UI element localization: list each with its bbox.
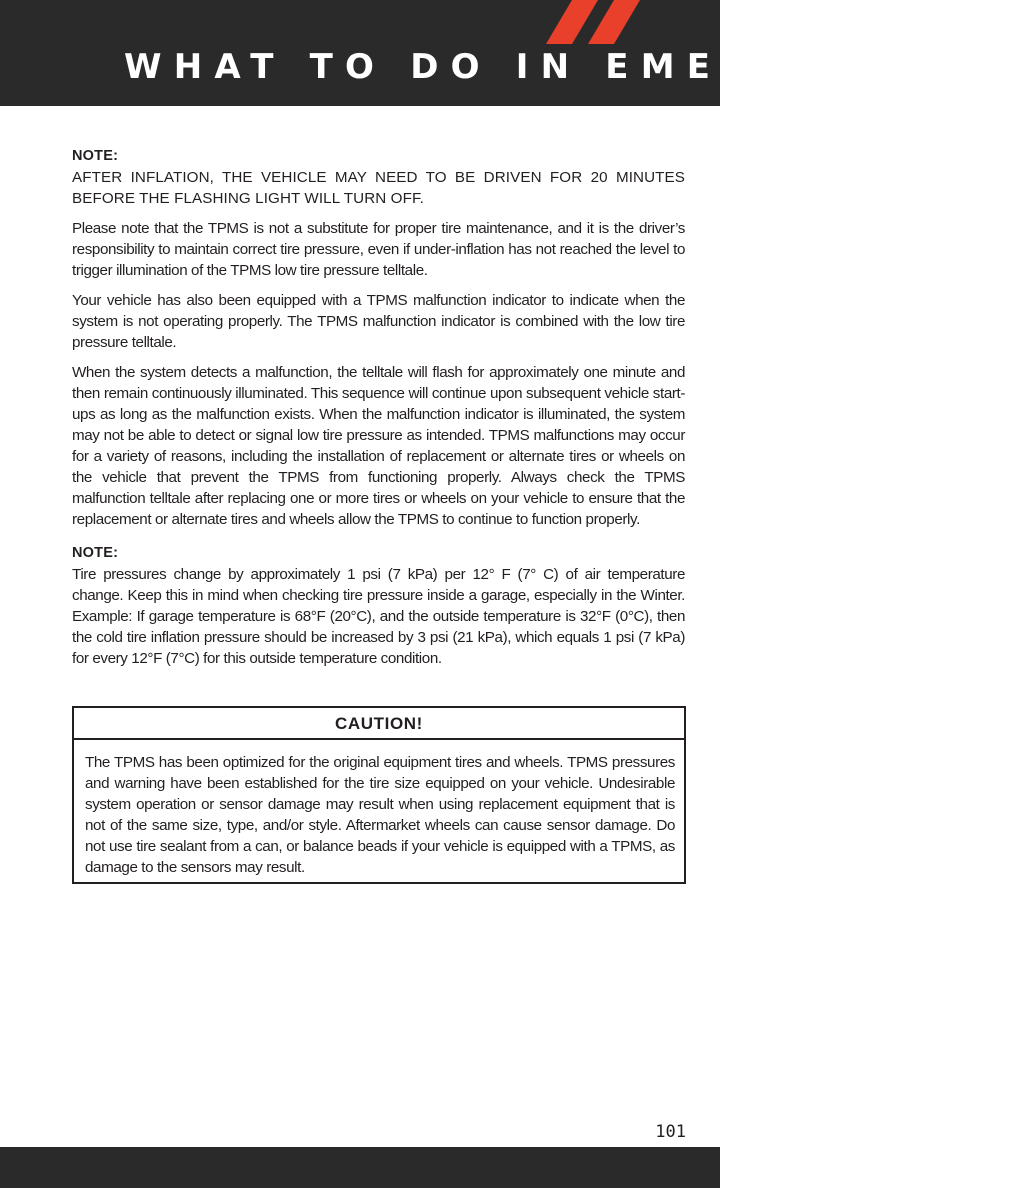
page-number: 101	[655, 1122, 686, 1142]
stripe-right	[588, 0, 640, 44]
note-text: Tire pressures change by approximately 1 psi (7 kPa) per 12° F (7° C) of air temperature change. Keep this in mind when checking tire pressure inside a garage, especially in the Winter. Example: If garage temperature is 68°F (20°C), and the outside temperature is 32°F (0°C), then the cold tire inflation pressure should be increased by 3 psi (21 kPa), which equals 1 psi (7 kPa) for every 12°F (7°C) for this outside temperature condition.	[72, 566, 685, 667]
note-text: AFTER INFLATION, THE VEHICLE MAY NEED TO BE DRIVEN FOR 20 MINUTES BEFORE THE FLASHING LIGHT WILL TURN OFF.	[72, 169, 685, 207]
caution-text: The TPMS has been optimized for the original equipment tires and wheels. TPMS pressures and warning have been established for the tire size equipped on your vehicle. Undesirable system operation or sensor damage may result when using replacement equipment that is not of the same size, type, and/or style. Aftermarket wheels can cause sensor damage. Do not use tire sealant from a can, or balance beads if your vehicle is equipped with a TPMS, as damage to the sensors may result.	[85, 754, 675, 876]
stripe-left	[546, 0, 598, 44]
caution-box	[72, 706, 686, 884]
note-block-2	[72, 543, 685, 669]
page-footer-bar	[0, 1147, 720, 1188]
note-block-1	[72, 146, 685, 209]
page-header	[0, 0, 1011, 106]
note-label: NOTE:	[72, 545, 119, 561]
paragraph-malfunction-detection: When the system detects a malfunction, the telltale will flash for approximately one minute and then remain continuously illuminated. This sequence will continue upon subsequent vehicle start-ups as long as the malfunction exists. When the malfunction indicator is illuminated, the system may not be able to detect or signal low tire pressure as intended. TPMS malfunctions may occur for a variety of reasons, including the installation of replacement or alternate tires or wheels on the vehicle that prevent the TPMS from functioning properly. Always check the TPMS malfunction telltale after replacing one or more tires or wheels on your vehicle to ensure that the replacement or alternate tires and wheels allow the TPMS to continue to function properly.	[72, 364, 685, 528]
paragraph-malfunction-indicator: Your vehicle has also been equipped with a TPMS malfunction indicator to indicate when the system is not operating properly. The TPMS malfunction indicator is combined with the low tire pressure telltale.	[72, 292, 685, 351]
section-title: WHAT TO DO IN EMERGENCIES	[124, 47, 1011, 87]
paragraph-tpms-maintenance: Please note that the TPMS is not a substitute for proper tire maintenance, and it is the driver’s responsibility to maintain correct tire pressure, even if under-inflation has not reached the level to trigger illumination of the TPMS low tire pressure telltale.	[72, 220, 685, 279]
page-content	[72, 146, 685, 669]
caution-title: CAUTION!	[74, 708, 684, 740]
note-label: NOTE:	[72, 148, 119, 164]
